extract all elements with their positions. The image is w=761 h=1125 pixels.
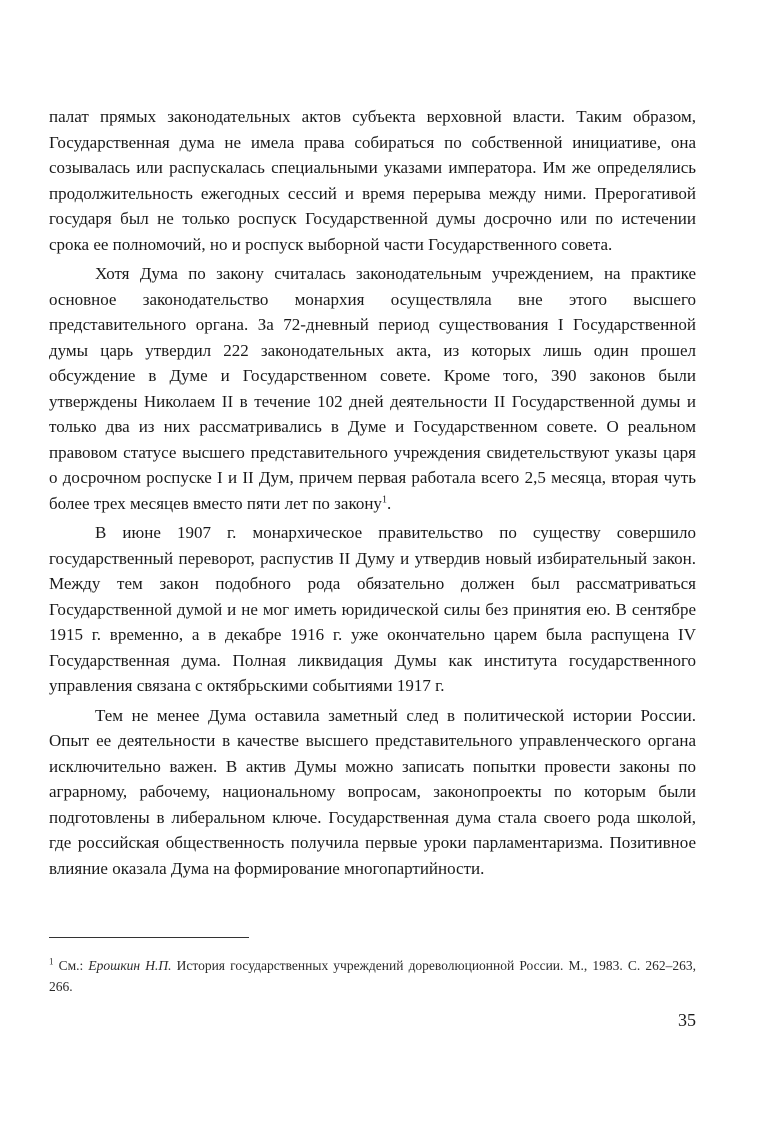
footnote-divider — [49, 937, 249, 938]
paragraph-1-text: палат прямых законодательных актов субъекта верховной власти. Таким образом, Государственная дума не имела права собираться по собственной инициативе, она созывалась или распускалась специальными указами императора. Им же определялись продолжительность ежегодных сессий и время перерыва между ними. Прерогативой государя был не только роспуск Государственной думы досрочно или по истечении срока ее полномочий, но и роспуск выборной части Государственного совета. — [49, 107, 696, 254]
paragraph-1 — [49, 104, 696, 257]
paragraph-2-tail: . — [386, 493, 392, 513]
paragraph-2-text: Хотя Дума по закону считалась законодательным учреждением, на практике основное законодательство монархия осуществляла вне этого высшего представительного органа. За 72-дневный период существования I Государственной думы царь утвердил 222 законодательных акта, из которых лишь один прошел обсуждение в Думе и Государственном совете. Кроме того, 390 законов были утверждены Николаем II в течение 102 дней деятельности II Государственной думы и только два из них рассматривались в Думе и Государственном совете. О реальном правовом статусе высшего представительного учреждения свидетельствуют указы царя о досрочном роспуске I и II Дум, причем первая работала всего 2,5 месяца, вторая чуть более трех месяцев вместо пяти лет по закону — [49, 264, 696, 513]
footnote-mark: 1 — [49, 956, 54, 967]
paragraph-4-text: Тем не менее Дума оставила заметный след в политической истории России. Опыт ее деятельности в качестве высшего представительного управленческого органа исключительно важен. В актив Думы можно записать попытки провести законы по аграрному, рабочему, национальному вопросам, законопроекты по которым были подготовлены в либеральном ключе. Государственная дума стала своего рода школой, где российская общественность получила первые уроки парламентаризма. Позитивное влияние оказала Дума на формирование многопартийности. — [49, 705, 696, 878]
footnote-prefix: См.: — [58, 958, 89, 973]
page-number: 35 — [678, 1010, 696, 1030]
footnote-reference[interactable]: 1 — [381, 493, 387, 505]
paragraph-3-text: В июне 1907 г. монархическое правительство по существу совершило государственный переворот, распустив II Думу и утвердив новый избирательный закон. Между тем закон подобного рода обязательно должен был рассматриваться Государственной думой и не мог иметь юридической силы без принятия ею. В сентябре 1915 г. временно, а в декабре 1916 г. уже окончательно царем была распущена IV Государственная дума. Полная ликвидация Думы как института государственного управления связана с октябрьскими событиями 1917 г. — [49, 523, 696, 695]
paragraph-3 — [49, 520, 696, 699]
paragraph-4 — [49, 703, 696, 882]
footnote-author: Ерошкин Н.П. — [88, 958, 172, 973]
main-text — [49, 104, 696, 881]
paragraph-2 — [49, 261, 696, 516]
footnote-citation: История государственных учреждений дореволюционной России. М., 1983. С. 262–263, 266. — [49, 958, 697, 994]
footnote — [49, 955, 696, 997]
